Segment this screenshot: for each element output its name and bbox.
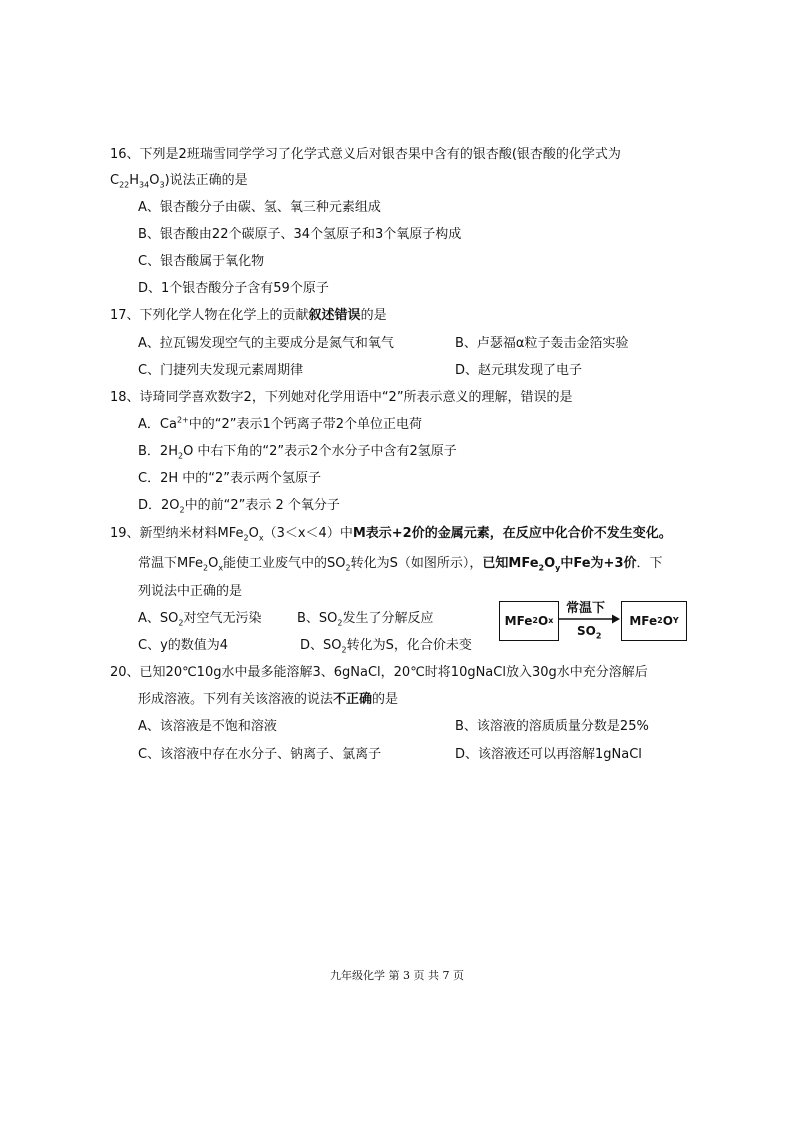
q20-stem-line1: 20、已知20℃10g水中最多能溶解3、6gNaCl，20℃时将10gNaCl放入30g水中充分溶解后 — [110, 665, 648, 680]
q19-l1-pre: 19、新型纳米材料MFe — [110, 526, 244, 541]
product-pre: MFe — [629, 614, 658, 628]
q19-l2-bold-post: 中Fe为+3价 — [560, 556, 637, 571]
formula-o-sub: 3 — [159, 180, 165, 190]
q18-d-pre: D．2O — [138, 498, 180, 513]
q16-stem-tail: )说法正确的是 — [164, 173, 248, 188]
product-box: MFe 2 O Y — [621, 601, 687, 641]
q19-option-d[interactable] — [300, 637, 472, 655]
q20-l2-pre: 形成溶液。下列有关该溶液的说法 — [138, 692, 334, 707]
q19-l2-mid: O — [208, 556, 219, 571]
q16-stem-line2 — [110, 172, 248, 190]
q20-option-d[interactable]: D、该溶液还可以再溶解1gNaCl — [455, 747, 642, 762]
q17-option-b[interactable]: B、卢瑟福α粒子轰击金箔实验 — [455, 336, 629, 351]
q19-l2-pre: 常温下MFe — [138, 556, 203, 571]
q19-b-post: 发生了分解反应 — [342, 611, 434, 626]
q18-b-sub: 2 — [177, 451, 184, 461]
formula-c-sub: 22 — [119, 180, 130, 190]
q16-option-a[interactable]: A、银杏酸分子由碳、氢、氧三种元素组成 — [138, 200, 381, 215]
q20-stem-line2 — [138, 691, 398, 709]
q18-a-pre: A．Ca — [138, 417, 177, 432]
q19-d-post: 转化为S，化合价未变 — [346, 638, 472, 653]
q19-option-b[interactable] — [297, 610, 434, 628]
formula-h: H — [129, 173, 140, 188]
q18-b-post: O 中右下角的“2”表示2个水分子中含有2氢原子 — [183, 444, 457, 459]
arrow-bottom-pre: SO — [577, 624, 596, 638]
q19-option-c[interactable]: C、y的数值为4 — [138, 638, 229, 653]
q19-l1-sub2: x — [258, 533, 264, 543]
q18-option-a[interactable] — [138, 416, 422, 434]
q17-option-d[interactable]: D、赵元琪发现了电子 — [455, 363, 583, 378]
q19-b-pre: B、SO — [297, 611, 338, 626]
q19-l2-bold-pre: 已知MFe — [482, 556, 539, 571]
q18-option-b[interactable] — [138, 443, 457, 461]
q16-option-b[interactable]: B、银杏酸由22个碳原子、34个氢原子和3个氧原子构成 — [138, 227, 462, 242]
arrow-top-label: 常温下 — [566, 601, 606, 616]
q19-l2-bold-sub1: 2 — [538, 563, 545, 573]
q19-stem-line2 — [138, 555, 663, 573]
q20-l2-post: 的是 — [372, 692, 399, 707]
q16-option-d[interactable]: D、1个银杏酸分子含有59个原子 — [138, 281, 329, 296]
q19-l2-end: ．下 — [636, 556, 663, 571]
formula-c: C — [110, 173, 120, 188]
reactant-pre: MFe — [504, 614, 533, 628]
q18-a-sup: 2+ — [176, 415, 189, 425]
q20-option-b[interactable]: B、该溶液的溶质质量分数是25% — [455, 719, 649, 734]
q16-option-c[interactable]: C、银杏酸属于氧化物 — [138, 254, 265, 269]
arrow-bottom-sub: 2 — [595, 631, 602, 641]
q18-option-d[interactable] — [138, 497, 340, 515]
q19-l2-sub3: 2 — [345, 563, 351, 573]
q16-stem-line1 — [110, 146, 621, 164]
q19-stem-line1 — [110, 525, 672, 543]
q19-l2-post: 转化为S（如图所示）， — [350, 556, 483, 571]
q19-a-post: 对空气无污染 — [183, 611, 262, 626]
q18-stem: 18、诗琦同学喜欢数字2，下列她对化学用语中“2”所表示意义的理解，错误的是 — [110, 390, 573, 405]
q19-d-sub: 2 — [341, 645, 347, 655]
q17-stem — [110, 307, 387, 325]
q19-stem-line3: 列说法中正确的是 — [138, 584, 243, 599]
q19-l1-sub1: 2 — [243, 533, 249, 543]
q19-l1-bold: M表示+2价的金属元素，在反应中化合价不发生变化。 — [352, 526, 672, 541]
q17-option-a[interactable]: A、拉瓦锡发现空气的主要成分是氮气和氧气 — [138, 336, 394, 351]
q19-l2-mid2: 能使工业废气中的SO — [223, 556, 346, 571]
q18-d-post: 中的前“2”表示 2 个氧分子 — [184, 498, 340, 513]
arrow-bottom-label — [577, 624, 602, 641]
q18-option-c[interactable]: C．2H 中的“2”表示两个氢原子 — [138, 471, 321, 486]
q17-stem-post: 的是 — [360, 308, 387, 323]
q19-l2-bold-mid: O — [544, 556, 556, 571]
q17-option-c[interactable]: C、门捷列夫发现元素周期律 — [138, 363, 304, 378]
q19-l2-sub2: x — [218, 563, 224, 573]
page-footer: 九年级化学 第 3 页 共 7 页 — [330, 969, 464, 982]
q18-b-pre: B．2H — [138, 444, 178, 459]
q16-stem-text: 16、下列是2班瑞雪同学学习了化学式意义后对银杏果中含有的银杏酸(银杏酸的化学式为 — [110, 147, 621, 162]
q19-l1-mid2: （3＜x＜4）中 — [263, 526, 353, 541]
formula-o: O — [149, 173, 160, 188]
q18-d-sub: 2 — [179, 505, 185, 515]
q20-option-c[interactable]: C、该溶液中存在水分子、钠离子、氯离子 — [138, 747, 382, 762]
reactant-mid: O — [538, 614, 549, 628]
q19-b-sub: 2 — [337, 618, 343, 628]
q18-a-post: 中的“2”表示1个钙离子带2个单位正电荷 — [188, 417, 423, 432]
product-mid: O — [662, 614, 673, 628]
q20-option-a[interactable]: A、该溶液是不饱和溶液 — [138, 719, 277, 734]
q19-l2-sub1: 2 — [202, 563, 209, 573]
q17-stem-bold: 叙述错误 — [308, 308, 361, 323]
reactant-box: MFe 2 O x — [499, 601, 559, 641]
q20-l2-bold: 不正确 — [333, 692, 373, 707]
formula-h-sub: 34 — [139, 180, 150, 190]
q19-a-sub: 2 — [178, 618, 184, 628]
q19-d-pre: D、SO — [300, 638, 342, 653]
q19-a-pre: A、SO — [138, 611, 179, 626]
q19-l2-bold-sub2: y — [555, 563, 561, 573]
q17-stem-pre: 17、下列化学人物在化学上的贡献 — [110, 308, 309, 323]
q19-option-a[interactable] — [138, 610, 262, 628]
q19-l1-mid: O — [248, 526, 259, 541]
